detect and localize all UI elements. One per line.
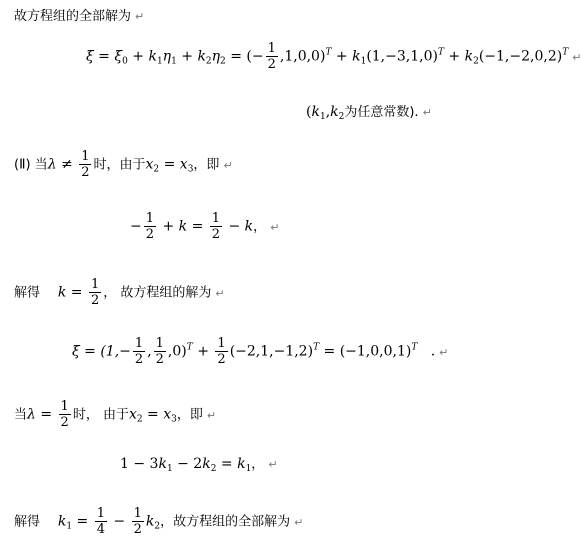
subscript: 2	[205, 56, 212, 67]
paren-open: (	[306, 104, 312, 120]
expression: ξ = (1,−	[72, 343, 131, 360]
fraction	[154, 337, 166, 366]
solve-text: ， 故方程组的解为	[103, 285, 212, 301]
eta-symbol: η	[211, 48, 221, 65]
period: .	[426, 343, 436, 360]
minus-sign: −	[130, 218, 142, 235]
subscript: 2	[473, 56, 479, 67]
k-symbol: k	[148, 48, 157, 65]
plus-sign: +	[331, 48, 353, 65]
subscript: 1	[360, 56, 367, 67]
subscript: 1	[245, 464, 252, 474]
comma: ，	[251, 457, 265, 472]
transpose-mark: T	[313, 342, 320, 353]
subscript: 2	[220, 56, 226, 67]
subscript: 1	[166, 464, 173, 474]
case-text: 时， 由于	[72, 407, 129, 423]
return-mark: ↵	[223, 158, 233, 172]
case-text: 当	[14, 407, 28, 423]
vector: = (−1,0,0,1)	[319, 343, 412, 360]
subscript: 2	[153, 164, 160, 175]
fraction	[89, 278, 101, 307]
subscript: 2	[338, 112, 345, 122]
numerator: 1	[134, 336, 144, 351]
solve-text: 解得	[14, 514, 41, 530]
subscript: 2	[136, 414, 143, 425]
k-symbol: k	[464, 48, 474, 65]
fraction	[95, 507, 107, 536]
denominator: 2	[217, 352, 226, 367]
x-symbol: x	[128, 406, 137, 423]
denominator: 2	[134, 352, 144, 367]
xi-symbol: ξ	[114, 48, 123, 65]
equals-sign: =	[93, 48, 115, 65]
plus-sign: +	[192, 343, 214, 360]
subscript: 1	[66, 521, 73, 532]
transpose-mark: T	[325, 47, 332, 58]
return-mark: ↵	[268, 458, 278, 471]
case-text: 时，由于	[93, 157, 146, 173]
case-two-line	[14, 150, 233, 179]
plus-sign: +	[127, 48, 149, 65]
case-label: (Ⅱ) 当	[14, 157, 48, 173]
subscript: 2	[154, 521, 161, 532]
comma: ，	[253, 219, 267, 235]
subscript: 2	[210, 464, 217, 474]
x-symbol: x	[179, 156, 188, 173]
equals-sign: =	[142, 406, 164, 423]
vector: (−2,1,−1,2)	[229, 343, 314, 360]
fraction	[132, 507, 144, 536]
denominator: 4	[96, 522, 105, 537]
case-three-line	[14, 400, 216, 429]
denominator: 2	[81, 165, 90, 180]
k-symbol: k	[330, 104, 339, 120]
subscript: 1	[156, 56, 163, 67]
vector: (1,−3,1,0)	[366, 48, 438, 65]
solution-k1-line	[14, 507, 303, 536]
fraction	[210, 212, 222, 241]
heading-line-1	[14, 10, 144, 23]
numerator: 1	[81, 149, 90, 164]
denominator: 2	[60, 415, 69, 430]
fraction	[144, 212, 156, 241]
solve-text: 解得	[14, 285, 41, 301]
expression: + k =	[158, 218, 208, 235]
return-mark: ↵	[215, 286, 225, 300]
comma: ,	[325, 104, 331, 120]
denominator: 2	[145, 227, 155, 242]
numerator: 1	[267, 41, 276, 56]
numerator: 1	[155, 336, 164, 351]
subscript: 3	[171, 414, 177, 425]
return-mark: ↵	[439, 345, 449, 359]
subscript: 1	[319, 112, 326, 122]
k-symbol: k	[57, 513, 67, 530]
return-mark: ↵	[135, 10, 145, 23]
fraction	[215, 337, 227, 366]
plus-sign: +	[176, 48, 198, 65]
equation-k	[130, 212, 279, 241]
comma: ,	[147, 343, 152, 360]
subscript: 1	[171, 56, 177, 67]
k-symbol: k	[197, 48, 206, 65]
expression: 1 − 3	[120, 456, 159, 472]
constants-note	[306, 105, 432, 122]
numerator: 1	[133, 506, 142, 521]
numerator: 1	[90, 277, 100, 292]
heading-text: 故方程组的全部解为	[14, 9, 132, 24]
return-mark: ↵	[270, 220, 280, 234]
k-symbol: k	[352, 48, 361, 65]
return-mark: ↵	[294, 515, 304, 529]
transpose-mark: T	[562, 47, 569, 58]
numerator: 1	[217, 336, 226, 351]
return-mark: ↵	[206, 408, 217, 422]
equals-sign: =	[216, 456, 238, 472]
vector-close: ,1,0,0)	[279, 48, 326, 65]
solution-k-line	[14, 278, 225, 307]
expression: − k	[224, 218, 254, 235]
minus-sign: −	[108, 513, 130, 530]
numerator: 1	[145, 211, 155, 226]
vector-close: ,0)	[167, 343, 187, 360]
equals-sign: =	[72, 513, 93, 530]
denominator: 2	[211, 227, 221, 242]
eta-symbol: η	[162, 48, 172, 65]
case-text: ，即	[176, 407, 203, 423]
k-symbol: k	[237, 456, 246, 472]
numerator: 1	[211, 211, 221, 226]
transpose-mark: T	[411, 342, 418, 353]
k-symbol: k	[158, 456, 167, 472]
fraction	[266, 42, 278, 71]
numerator: 1	[60, 399, 69, 414]
x-symbol: x	[163, 406, 172, 423]
denominator: 2	[155, 352, 164, 367]
transpose-mark: T	[186, 342, 193, 353]
equals-sign: =	[159, 156, 180, 173]
fraction	[133, 337, 145, 366]
equation-general-solution	[86, 42, 581, 71]
denominator: 2	[133, 522, 142, 537]
equation-particular-solution	[72, 337, 448, 366]
vector-open: = (−	[225, 48, 264, 65]
denominator: 2	[90, 293, 100, 308]
k-symbol: k =	[57, 284, 87, 301]
vector: (−1,−2,0,2)	[478, 48, 563, 65]
subscript: 0	[122, 56, 128, 67]
k-symbol: k	[202, 456, 211, 472]
subscript: 3	[187, 164, 194, 175]
xi-symbol: ξ	[86, 48, 94, 65]
not-equal-sign: ≠	[56, 156, 78, 173]
expression: − 2	[172, 456, 203, 472]
solve-text: ，故方程组的全部解为	[160, 514, 291, 530]
fraction	[79, 150, 91, 179]
fraction	[59, 400, 71, 429]
return-mark: ↵	[572, 50, 581, 64]
denominator: 2	[267, 57, 276, 72]
k-symbol: k	[145, 513, 155, 530]
k-symbol: k	[311, 104, 320, 120]
lambda-symbol: λ	[27, 406, 36, 423]
plus-sign: +	[443, 48, 465, 65]
case-text: ，即	[193, 157, 220, 173]
transpose-mark: T	[437, 47, 444, 58]
lambda-symbol: λ	[47, 156, 57, 173]
return-mark: ↵	[422, 106, 432, 119]
note-text: 为任意常数).	[344, 105, 419, 120]
equals-sign: =	[35, 406, 57, 423]
equation-k1-k2	[120, 457, 278, 474]
x-symbol: x	[145, 156, 154, 173]
numerator: 1	[96, 506, 105, 521]
